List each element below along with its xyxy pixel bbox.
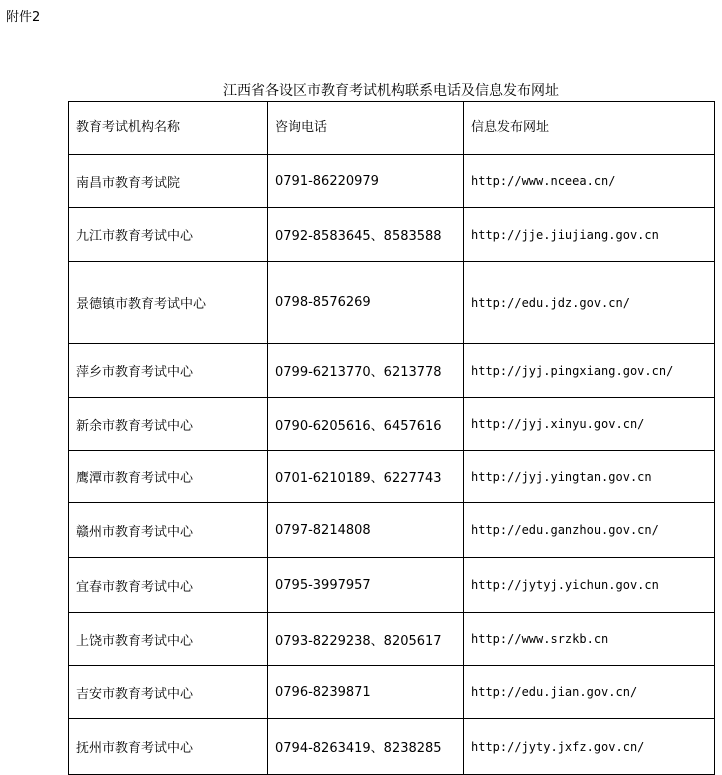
org-name-cell: 萍乡市教育考试中心	[69, 344, 268, 398]
phone-cell: 0792-8583645、8583588	[268, 208, 464, 262]
contact-table	[68, 101, 715, 775]
attachment-label: 附件2	[6, 10, 41, 25]
table-row	[69, 503, 715, 558]
org-name-cell: 赣州市教育考试中心	[69, 503, 268, 558]
table-row	[69, 208, 715, 262]
org-name-cell: 宜春市教育考试中心	[69, 558, 268, 613]
url-cell[interactable]: http://www.nceea.cn/	[464, 155, 715, 208]
url-cell[interactable]: http://jyty.jxfz.gov.cn/	[464, 719, 715, 775]
url-cell[interactable]: http://jyj.xinyu.gov.cn/	[464, 398, 715, 451]
phone-cell: 0797-8214808	[268, 503, 464, 558]
header-phone: 咨询电话	[268, 102, 464, 155]
org-name-cell: 南昌市教育考试院	[69, 155, 268, 208]
page-title: 江西省各设区市教育考试机构联系电话及信息发布网址	[223, 83, 559, 99]
url-cell[interactable]: http://edu.ganzhou.gov.cn/	[464, 503, 715, 558]
phone-cell: 0795-3997957	[268, 558, 464, 613]
url-cell[interactable]: http://jyj.pingxiang.gov.cn/	[464, 344, 715, 398]
org-name-cell: 九江市教育考试中心	[69, 208, 268, 262]
table-row	[69, 344, 715, 398]
table-row	[69, 558, 715, 613]
url-cell[interactable]: http://jje.jiujiang.gov.cn	[464, 208, 715, 262]
phone-cell: 0793-8229238、8205617	[268, 613, 464, 666]
phone-cell: 0799-6213770、6213778	[268, 344, 464, 398]
org-name-cell: 景德镇市教育考试中心	[69, 262, 268, 344]
url-cell[interactable]: http://edu.jian.gov.cn/	[464, 666, 715, 719]
org-name-cell: 新余市教育考试中心	[69, 398, 268, 451]
header-url: 信息发布网址	[464, 102, 715, 155]
table-row	[69, 613, 715, 666]
phone-cell: 0796-8239871	[268, 666, 464, 719]
table-row	[69, 666, 715, 719]
org-name-cell: 上饶市教育考试中心	[69, 613, 268, 666]
table-row	[69, 398, 715, 451]
url-cell[interactable]: http://www.srzkb.cn	[464, 613, 715, 666]
table-row	[69, 451, 715, 503]
table-row	[69, 719, 715, 775]
table-row	[69, 155, 715, 208]
phone-cell: 0794-8263419、8238285	[268, 719, 464, 775]
phone-cell: 0798-8576269	[268, 262, 464, 344]
table-row	[69, 262, 715, 344]
url-cell[interactable]: http://edu.jdz.gov.cn/	[464, 262, 715, 344]
table-header-row	[69, 102, 715, 155]
org-name-cell: 抚州市教育考试中心	[69, 719, 268, 775]
url-cell[interactable]: http://jyj.yingtan.gov.cn	[464, 451, 715, 503]
url-cell[interactable]: http://jytyj.yichun.gov.cn	[464, 558, 715, 613]
org-name-cell: 吉安市教育考试中心	[69, 666, 268, 719]
phone-cell: 0701-6210189、6227743	[268, 451, 464, 503]
phone-cell: 0791-86220979	[268, 155, 464, 208]
org-name-cell: 鹰潭市教育考试中心	[69, 451, 268, 503]
header-org-name: 教育考试机构名称	[69, 102, 268, 155]
phone-cell: 0790-6205616、6457616	[268, 398, 464, 451]
